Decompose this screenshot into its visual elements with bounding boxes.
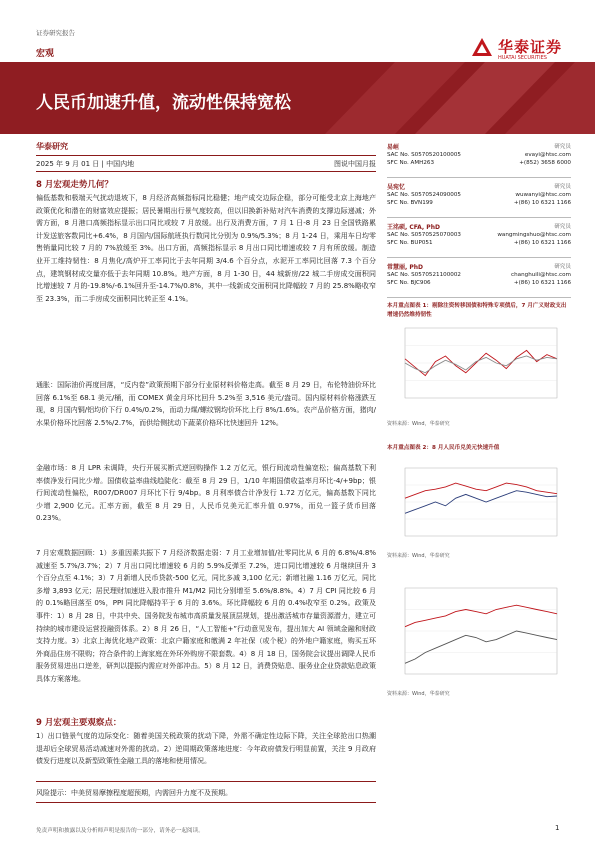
analyst-name: 王洺硕, CFA, PhD — [387, 224, 440, 231]
analyst-card — [387, 221, 571, 258]
analyst-role: 研究员 — [554, 224, 571, 230]
figure-3-chart — [387, 582, 571, 686]
analyst-role: 研究员 — [554, 184, 571, 190]
logo-text-cn: 华泰证券 — [498, 38, 563, 56]
analyst-email[interactable]: wangmingshuo@htsc.com — [497, 232, 571, 238]
section-heading: 9 月宏观主要观察点： — [36, 718, 122, 728]
figure-2-title: 本月重点图表 2：8 月人民币兑美元快速升值 — [387, 445, 500, 451]
figure-1-chart — [387, 322, 571, 410]
figure-2-source: 资料来源：Wind，华泰研究 — [387, 553, 450, 559]
paragraph-review: 7 月宏观数据回顾：1）多重因素共振下 7 月经济数据走弱：7 月工业增加值/社零同比从 6 月的 6.8%/4.8%减速至 5.7%/3.7%；2）7 月出口同比增速较 6 月的 5.9%反弹至 7.2%，进口同比增速较 6 月继续回升 3 个百分点至 4.1%；3）7 月新增人民币贷款-500 亿元，同比多减 3,100 亿元；新增社融 1.16 万亿元，同比多增 3,893 亿元；居民理财加速进入股市推升 M1/M2 同比分别增至 5.6%/8.8%。4）7 月 CPI 同比较 6 月的 0.1%略回落至 0%，PPI 同比降幅持平于 6 月的 3.6%。环比降幅较 6 月的 0.4%收窄至 0.2%。政策及事件：1）8 月 28 日，中共中央、国务院发布城市高质量发展顶层规划，提出激活城市存量资源潜力，建立可持续的城市建设运营投融资体系。2）8 月 26 日，“人工智能+”行动意见发布，提出加大 AI 领域金融和财政支持力度。3）北京上海优化地产政策：北京户籍家庭和缴满 2 年社保（或个税）的外地户籍家庭，购买五环外商品住房不限购；符合条件的上海家庭在外环外购房不限套数。4）8 月 18 日，国务院会议提出调降人民币服务贸易进出口逆差，研判以提振内需应对外部冲击。5）8 月 12 日，消费贷贴息、服务业企业贷款贴息政策具体方案落地。 — [36, 549, 376, 683]
analyst-card — [387, 181, 571, 218]
analyst-phone: +(86) 10 6321 1166 — [513, 280, 571, 286]
paragraph-overview: 偏低基数和极端天气扰动退坡下，8 月经济高频指标同比稳健；地产成交边际企稳，部分可能受北京上海地产政策优化和潜在的财富效应提振；居民暑期出行景气度较高，但以旧换新补贴对汽车消费的支撑边际递减；外需方面，8 月港口高频指标显示出口同比或较 7 月放缓。出行及消费方面，7 月 1 日-8 月 23 日全国铁路累计发送旅客数同比+6.4%，8 月国内/国际航班执行数同比分别为 0.9%/5.3%；8 月 1-24 日，乘用车日均零售销量同比较 7 月的 7%放缓至 3%。出口方面，高频指标显示 8 月出口同比增速或较 7 月有所放缓。制造业开工维持韧性：8 月焦化/高炉开工率同比于去年同期 3/4.6 个百分点，水泥开工率同比回落 7.3 个百分点，建筑钢材成交量亦低于去年同期 10.8%。地产方面，8 月 1-30 日，44 城新房/22 城二手房成交面积同比增速较 7 月的-19.8%/-6.1%回升至-14.7%/0.8%，其中一线新成交面积同比降幅较 7 月的 25.8%略收窄至 23.3%，而二手房成交面积同比转正至 4.1%。 — [36, 194, 376, 303]
analyst-sfc: SFC No. BUP051 — [387, 240, 433, 246]
series-line — [405, 483, 557, 498]
analyst-sfc: SFC No. BJC906 — [387, 280, 431, 286]
report-title: 人民币加速升值，流动性保持宽松 — [36, 93, 291, 113]
divider — [36, 155, 376, 156]
analyst-sfc: SFC No. AMH263 — [387, 160, 435, 166]
banner-decoration-icon — [265, 62, 595, 134]
section-label: 华泰研究 — [36, 142, 68, 151]
analyst-email[interactable]: changhuili@htsc.com — [511, 272, 571, 278]
series-line — [405, 631, 557, 663]
analyst-role: 研究员 — [554, 264, 571, 270]
footer-disclaimer: 免责声明和披露以及分析师声明是报告的一部分，请务必一起阅读。 — [36, 828, 204, 834]
section-heading: 8 月宏观走势几何？ — [36, 180, 113, 190]
figure-3-source: 资料来源：Wind，华泰研究 — [387, 691, 450, 697]
dateline: 2025 年 9 月 01 日 | 中国内地 图说中国月报 — [36, 160, 376, 168]
divider — [36, 781, 376, 782]
analyst-role: 研究员 — [554, 144, 571, 150]
logo-text-en: HUATAI SECURITIES — [498, 55, 547, 61]
analyst-sac: SAC No. S0570524090005 — [387, 192, 461, 198]
paragraph-inflation: 通胀：国际油价再度回落，“反内卷”政策预期下部分行业原材料价格走高。截至 8 月 29 日，布伦特油价环比回落 6.1%至 68.1 美元/桶，而 COMEX 黄金月环比回升 5.2%至 3,516 美元/盎司。国内原材料价格涨跌互现，8 月国内铜/铝均价下行 0.4%/0.2%，而动力煤/螺纹钢均价环比上行 8%/1.6%。农产品价格方面，猪肉/水果价格环比回落 2.5%/2.7%，而供给侧扰动下蔬菜价格环比快速回升 12%。 — [36, 381, 376, 427]
series-line — [405, 605, 557, 627]
analyst-sac: SAC No. S0570525070003 — [387, 232, 461, 238]
analyst-name: 易峘 — [387, 144, 400, 151]
analyst-sac: SAC No. S0570521100002 — [387, 272, 461, 278]
page-number: 1 — [555, 824, 560, 832]
analyst-phone: +(86) 10 6321 1166 — [513, 200, 571, 206]
analyst-email[interactable]: wuwanyi@htsc.com — [515, 192, 571, 198]
figure-1-source: 资料来源：Wind，华泰研究 — [387, 421, 450, 427]
report-tag: 图说中国月报 — [334, 160, 376, 168]
logo-mark-icon — [470, 36, 494, 60]
report-date: 2025 年 9 月 01 日 — [36, 160, 100, 168]
report-region: 中国内地 — [106, 160, 135, 168]
analyst-card — [387, 261, 571, 298]
paragraph-financial: 金融市场：8 月 LPR 未调降，央行开展买断式逆回购操作 1.2 万亿元，银行间流动性偏宽松；偏高基数下利率债净发行同比少增。国债收益率曲线趋陡化：截至 8 月 29 日，1/10 年期国债收益率月环比-4/+9bp；银行间流动性偏松，R007/DR007 月环比下行 9/4bp。8 月利率债合计净发行 1.72 万亿元，偏高基数下同比少增 2,900 亿元。汇率方面，截至 8 月 29 日，人民币兑美元汇率升值 0.97%，而兑一篮子货币回落 0.23%。 — [36, 464, 376, 523]
analyst-sac: SAC No. S0570520100005 — [387, 152, 461, 158]
report-type-label: 证券研究报告 — [36, 29, 75, 37]
analyst-email[interactable]: evayi@htsc.com — [524, 152, 571, 158]
analyst-sfc: SFC No. BVN199 — [387, 200, 433, 206]
category-label: 宏观 — [36, 49, 55, 59]
figure-2-chart — [387, 462, 571, 548]
analyst-name: 常慧丽, PhD — [387, 264, 424, 271]
figure-1-title: 本月重点图表 1：剔除注资转移国债和特殊专项债后，7 月广义财政支出增速仍然维持韧性 — [387, 303, 567, 318]
company-logo — [470, 34, 570, 64]
paragraph-watchpoints: 1）出口链景气度的边际变化：随着美国关税政策的扰动下降，外需不确定性边际下降，关注全球抢出口热潮退却后全球贸易活动减速对外需的扰动。2）逆周期政策落地进度：今年政府债发行明显前置，关注 9 月政府债发行进度以及新型政策性金融工具的落地和使用情况。 — [36, 732, 376, 766]
analyst-card — [387, 141, 571, 178]
divider — [36, 171, 376, 172]
divider — [36, 802, 376, 803]
analyst-panel — [387, 141, 571, 301]
analyst-phone: +(86) 10 6321 1166 — [513, 240, 571, 246]
analyst-name: 吴宛忆 — [387, 184, 406, 191]
analyst-phone: +(852) 3658 6000 — [519, 160, 571, 166]
risk-warning: 风险提示：中美贸易摩擦程度超预期，内需回升力度不及预期。 — [36, 789, 232, 797]
